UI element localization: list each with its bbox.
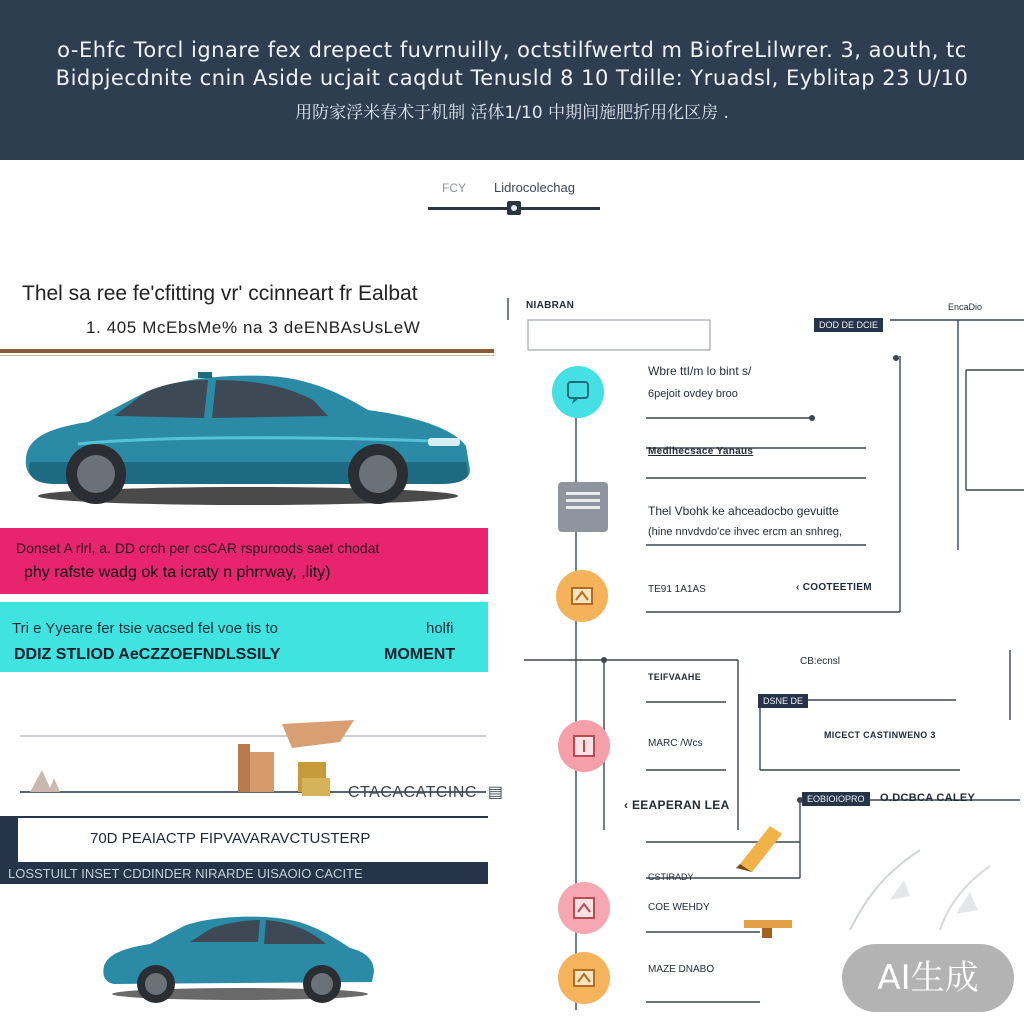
bar-shape [282, 720, 354, 748]
info-footer: LOSSTUILT INSET CDDINDER NIRARDE UISAOIO CACITE [8, 866, 363, 881]
diagram-label: EncaDio [948, 302, 983, 312]
receipt-icon: ▤ [487, 784, 504, 801]
bar-shape [30, 770, 60, 792]
diagram-tag: DSNE DE [758, 694, 808, 708]
header-line-3: 用防家浮米春术于机制 活体1/10 中期间施肥折用化区房 . [295, 103, 729, 123]
header-line-1: o-Ehfc Torcl ignare fex drepect fuvrnuilly, octstilfwertd m BiofreLilwrer. 3, aouth, tc [57, 38, 967, 62]
chat-icon[interactable] [552, 366, 604, 418]
chevron-left-icon: ‹ [796, 582, 803, 593]
promo-text: Donset A rlrl, a. DD crch per csCAR rspuroods saet chodat [16, 540, 380, 556]
divider [0, 355, 494, 356]
node-label: O.DCBCA CALEY [880, 792, 976, 804]
header-banner [0, 0, 1024, 160]
slider-handle[interactable] [507, 201, 521, 215]
node-label: MARC /Wcs [648, 738, 703, 749]
node-label: ‹ EEAPERAN LEA [624, 798, 730, 812]
slider-label: Lidrocolechag [494, 180, 575, 195]
promo-text: holfi [426, 620, 454, 637]
bar-shape [302, 778, 330, 796]
zoom-slider[interactable] [428, 178, 600, 218]
pencil-icon [732, 820, 792, 876]
node-label: COE WEHDY [648, 902, 710, 913]
node-text: Wbre ttI/m lo bint s/ [648, 364, 752, 378]
diagram-label: NIABRAN [526, 300, 575, 311]
plant-sketch [830, 830, 1000, 950]
promo-band-cyan [0, 602, 488, 672]
stamp-icon [740, 910, 796, 940]
promo-headline-accent: MOMENT [384, 646, 456, 663]
flow-diagram [500, 270, 1024, 1024]
connector-dot [809, 415, 815, 421]
graphic-label: CTACACATCINC ▤ [348, 784, 504, 801]
connector-dot [601, 657, 607, 663]
node-text: Thel Vbohk ke ahceadocbo gevuitte [648, 504, 839, 518]
package-icon[interactable] [558, 952, 610, 1004]
bar-shape [250, 752, 274, 792]
ai-generated-badge: AI生成 [842, 944, 1014, 1012]
diagram-tag: DOD DE DCIE [814, 318, 883, 332]
info-block [0, 816, 488, 884]
node-label: TEIFVAAHE [648, 672, 702, 682]
node-label: MICECT CASTINWENO 3 [824, 730, 936, 740]
node-label: CSTIRADY [648, 872, 694, 882]
promo-text: phy rafste wadg ok ta icraty n phrrway, ,lity) [24, 564, 331, 581]
promo-text: Tri e Yyeare fer tsie vacsed fel voe tis to [12, 620, 278, 637]
promo-band-pink [0, 528, 488, 594]
info-box [18, 818, 488, 862]
chevron-left-icon: ‹ [624, 798, 632, 812]
clipboard-icon[interactable] [558, 882, 610, 934]
divider [0, 349, 494, 353]
car-illustration-small [100, 908, 378, 1004]
slider-icon: FCY [442, 181, 466, 195]
section-subtitle: 1. 405 McEbsMe% na 3 deENBAsUsLeW [86, 318, 421, 337]
node-badge: ‹ COOTEETIEM [796, 582, 872, 593]
node-link[interactable]: Medihecsace Yanaus [648, 446, 754, 457]
node-text: TE91 1A1AS [648, 584, 706, 595]
car-illustration [18, 366, 478, 512]
node-text: 6pejoit ovdey broo [648, 388, 738, 400]
info-text: 70D PEAIACTP FIPVAVARAVCTUSTERP [90, 830, 371, 847]
section-title: Thel sa ree fe'cfitting vr' ccinneart fr Ealbat [22, 282, 418, 305]
box-icon[interactable] [556, 570, 608, 622]
promo-headline: DDIZ STLIOD AeCZZOEFNDLSSILY [14, 646, 281, 663]
header-line-2: Bidpjecdnite cnin Aside ucjait caqdut Tenusld 8 10 Tdille: Yruadsl, Eyblitap 23 U/10 [55, 66, 969, 90]
node-label: MAZE DNABO [648, 964, 715, 975]
node-text: (hine nnvdvdo'ce ihvec ercm an snhreg, [648, 526, 843, 538]
diagram-label: CB:ecnsl [800, 656, 841, 667]
document-icon[interactable] [558, 482, 608, 532]
connector-dot [893, 355, 899, 361]
calendar-icon[interactable] [558, 720, 610, 772]
bar-shape [238, 744, 250, 792]
diagram-tag: EOBIOIOPRO [802, 792, 870, 806]
